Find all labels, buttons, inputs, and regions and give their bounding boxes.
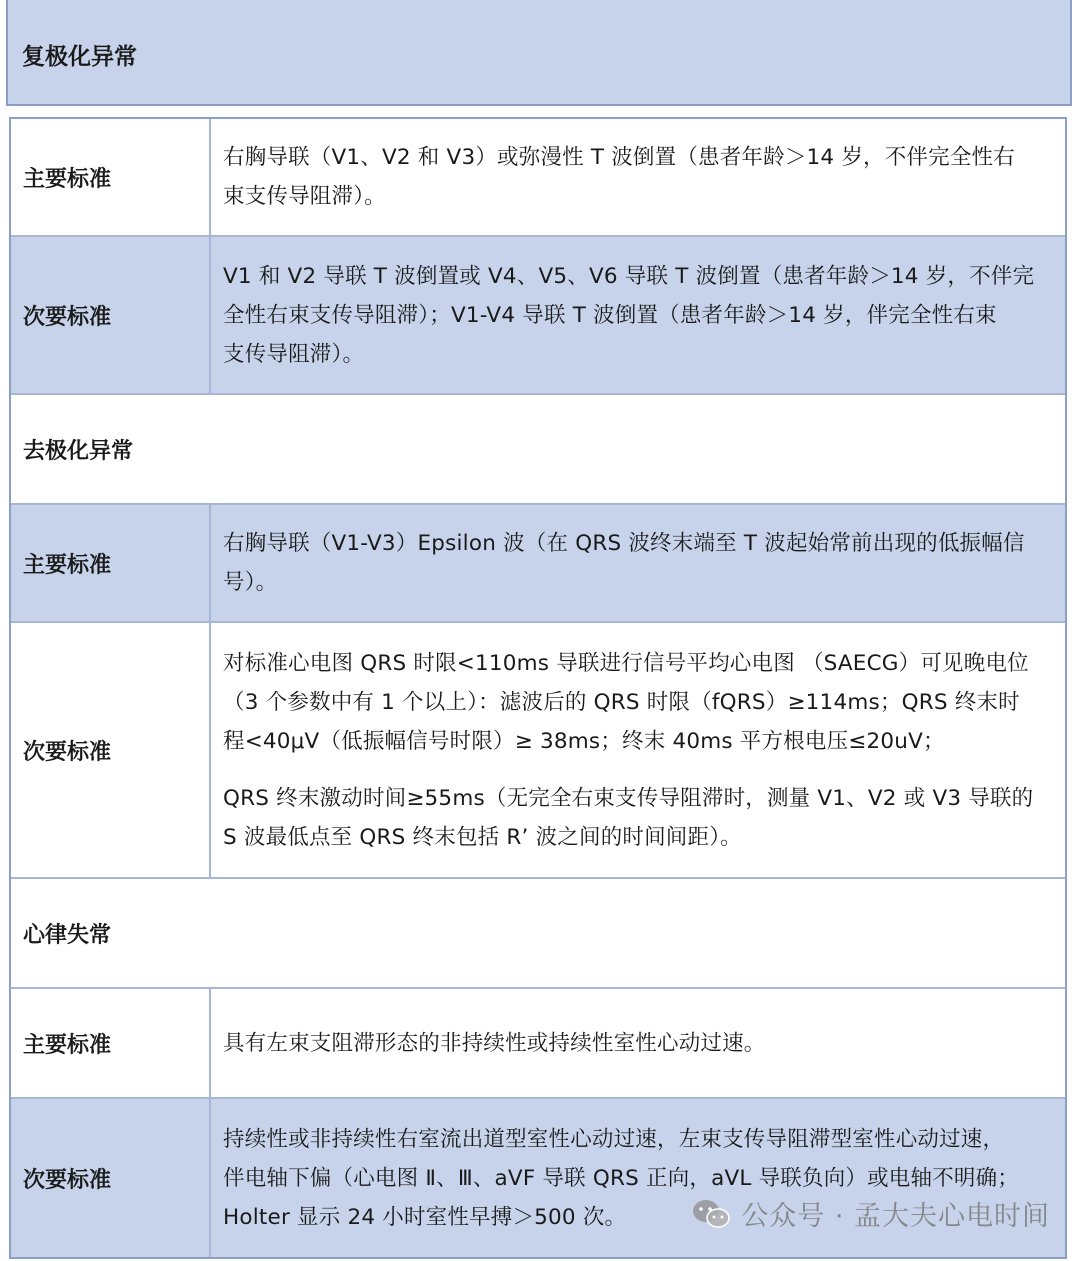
table-row bbox=[11, 505, 1065, 623]
section-header-arrhythmia bbox=[11, 879, 1065, 989]
criteria-table bbox=[9, 117, 1067, 1259]
section-header-depolarization bbox=[11, 395, 1065, 505]
criteria-text: 持续性或非持续性右室流出道型室性心动过速，左束支传导阻滞型室性心动过速， 伴电轴下偏（心电图 Ⅱ、Ⅲ、aVF 导联 QRS 正向，aVL 导联负向）或电轴不明确； Holter 显示 24 小时室性早搏＞500 次。 bbox=[223, 1126, 1019, 1230]
criteria-text: 具有左束支阻滞形态的非持续性或持续性室性心动过速。 bbox=[223, 1030, 766, 1056]
table-row bbox=[11, 237, 1065, 395]
section-title: 心律失常 bbox=[23, 922, 112, 948]
watermark-text: 公众号 · 孟大夫心电时间 bbox=[741, 1201, 1050, 1232]
criteria-paragraph: 对标准心电图 QRS 时限<110ms 导联进行信号平均心电图 （SAECG）可见晚电位 （3 个参数中有 1 个以上）：滤波后的 QRS 时限（fQRS）≥114ms；QRS 终末时 程<40μV（低振幅信号时限）≥ 38ms；终末 40ms 平方根电压≤20uV； bbox=[223, 650, 1029, 754]
criteria-category: 主要标准 bbox=[11, 989, 211, 1097]
criteria-paragraph: QRS 终末激动时间≥55ms（无完全右束支传导阻滞时，测量 V1、V2 或 V3 导联的 S 波最低点至 QRS 终末包括 R’ 波之间的时间间距）。 bbox=[223, 785, 1034, 850]
section-header-repolarization bbox=[6, 0, 1072, 106]
criteria-category: 次要标准 bbox=[11, 1099, 211, 1257]
wechat-icon bbox=[691, 1197, 731, 1231]
table-row bbox=[11, 1099, 1065, 1257]
section-title: 去极化异常 bbox=[23, 438, 134, 464]
watermark bbox=[691, 1194, 1050, 1233]
section-title: 复极化异常 bbox=[22, 44, 137, 70]
criteria-text: V1 和 V2 导联 T 波倒置或 V4、V5、V6 导联 T 波倒置（患者年龄＞14 岁，不伴完 全性右束支传导阻滞）；V1-V4 导联 T 波倒置（患者年龄＞14 岁，伴完全性右束 支传导阻滞）。 bbox=[223, 263, 1035, 367]
criteria-category: 次要标准 bbox=[11, 237, 211, 393]
criteria-category: 主要标准 bbox=[11, 505, 211, 621]
table-row bbox=[11, 623, 1065, 879]
table-row bbox=[11, 119, 1065, 237]
table-row bbox=[11, 989, 1065, 1099]
criteria-category: 次要标准 bbox=[11, 623, 211, 877]
criteria-text bbox=[211, 623, 1065, 877]
criteria-category: 主要标准 bbox=[11, 119, 211, 235]
criteria-text: 右胸导联（V1、V2 和 V3）或弥漫性 T 波倒置（患者年龄＞14 岁，不伴完全性右 束支传导阻滞）。 bbox=[223, 145, 1015, 209]
criteria-text: 右胸导联（V1-V3）Epsilon 波（在 QRS 波终末端至 T 波起始常前出现的低振幅信 号）。 bbox=[223, 531, 1025, 595]
